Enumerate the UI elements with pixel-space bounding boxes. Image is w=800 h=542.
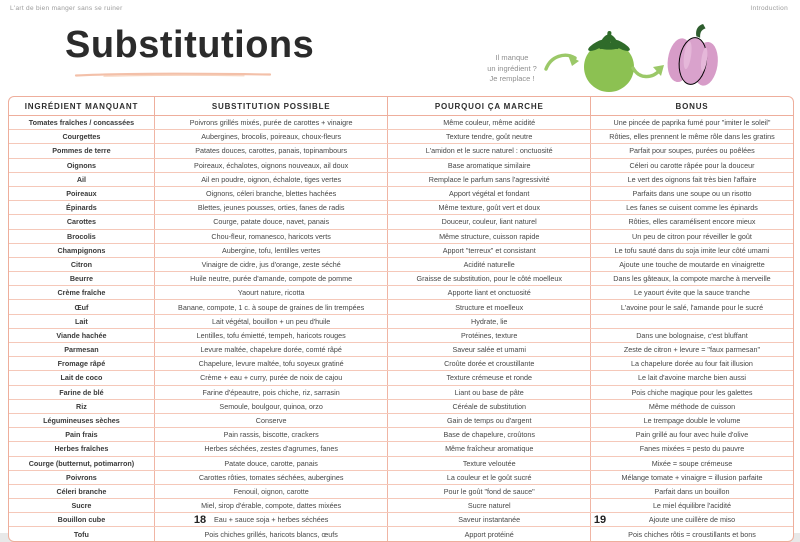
cell-bonus: Une pincée de paprika fumé pour "imiter le soleil" bbox=[590, 116, 793, 130]
cell-ingredient: Fromage râpé bbox=[9, 357, 154, 371]
cell-substitution: Aubergine, tofu, lentilles vertes bbox=[154, 243, 388, 257]
cell-why: Structure et moelleux bbox=[388, 300, 591, 314]
cell-substitution: Patate douce, carotte, panais bbox=[154, 456, 388, 470]
table-row bbox=[9, 456, 793, 470]
header-ingredient: INGRÉDIENT MANQUANT bbox=[9, 97, 154, 116]
cell-substitution: Poireaux, échalotes, oignons nouveaux, ail doux bbox=[154, 158, 388, 172]
cell-ingredient: Œuf bbox=[9, 300, 154, 314]
table-row bbox=[9, 399, 793, 413]
table-row bbox=[9, 413, 793, 427]
cell-why: Remplace le parfum sans l'agressivité bbox=[388, 172, 591, 186]
cell-bonus: Les fanes se cuisent comme les épinards bbox=[590, 201, 793, 215]
cell-substitution: Farine d'épeautre, pois chiche, riz, sarrasin bbox=[154, 385, 388, 399]
cell-ingredient: Carottes bbox=[9, 215, 154, 229]
cell-why: Base de chapelure, croûtons bbox=[388, 428, 591, 442]
cell-substitution: Blettes, jeunes pousses, orties, fanes de radis bbox=[154, 201, 388, 215]
page-number-right: 19 bbox=[593, 514, 607, 526]
table-row bbox=[9, 272, 793, 286]
table-row bbox=[9, 385, 793, 399]
running-head-right: Introduction bbox=[750, 5, 788, 12]
cell-bonus: Ajoute une touche de moutarde en vinaigrette bbox=[590, 257, 793, 271]
cell-why: Protéines, texture bbox=[388, 328, 591, 342]
cell-bonus: Dans les gâteaux, la compote marche à merveille bbox=[590, 272, 793, 286]
cell-ingredient: Tomates fraîches / concassées bbox=[9, 116, 154, 130]
cell-ingredient: Pommes de terre bbox=[9, 144, 154, 158]
cell-ingredient: Poireaux bbox=[9, 186, 154, 200]
cell-why: Acidité naturelle bbox=[388, 257, 591, 271]
cell-substitution: Lait végétal, bouillon + un peu d'huile bbox=[154, 314, 388, 328]
cell-why: Douceur, couleur, liant naturel bbox=[388, 215, 591, 229]
pink-bell-pepper-icon bbox=[660, 22, 726, 92]
table-row bbox=[9, 144, 793, 158]
table-row bbox=[9, 470, 793, 484]
cell-ingredient: Beurre bbox=[9, 272, 154, 286]
cell-substitution: Levure maltée, chapelure dorée, comté râpé bbox=[154, 343, 388, 357]
table-row bbox=[9, 286, 793, 300]
cell-ingredient: Sucre bbox=[9, 499, 154, 513]
cell-ingredient: Crème fraîche bbox=[9, 286, 154, 300]
callout-line-1: Il manque bbox=[495, 53, 529, 62]
cell-ingredient: Oignons bbox=[9, 158, 154, 172]
cell-bonus: Le miel équilibre l'acidité bbox=[590, 499, 793, 513]
cell-substitution: Lentilles, tofu émietté, tempeh, haricots rouges bbox=[154, 328, 388, 342]
table-row bbox=[9, 314, 793, 328]
cell-bonus: Fanes mixées = pesto du pauvre bbox=[590, 442, 793, 456]
cell-substitution: Miel, sirop d'érable, compote, dattes mixées bbox=[154, 499, 388, 513]
table-row bbox=[9, 229, 793, 243]
cell-substitution: Crème + eau + curry, purée de noix de cajou bbox=[154, 371, 388, 385]
cell-why: Même couleur, même acidité bbox=[388, 116, 591, 130]
cell-why: Même texture, goût vert et doux bbox=[388, 201, 591, 215]
cell-ingredient: Bouillon cube bbox=[9, 513, 154, 527]
cell-ingredient: Courge (butternut, potimarron) bbox=[9, 456, 154, 470]
cell-why: Liant ou base de pâte bbox=[388, 385, 591, 399]
cell-bonus: Parfaits dans une soupe ou un risotto bbox=[590, 186, 793, 200]
cell-bonus: Ajoute une cuillère de miso bbox=[590, 513, 793, 527]
curved-arrow-icon bbox=[543, 48, 583, 74]
cell-substitution: Pois chiches grillés, haricots blancs, œufs bbox=[154, 527, 388, 541]
cell-substitution: Conserve bbox=[154, 413, 388, 427]
cell-why: Croûte dorée et croustillante bbox=[388, 357, 591, 371]
cell-ingredient: Parmesan bbox=[9, 343, 154, 357]
table-row bbox=[9, 442, 793, 456]
cell-why: Texture tendre, goût neutre bbox=[388, 130, 591, 144]
table-row bbox=[9, 158, 793, 172]
cell-ingredient: Légumineuses sèches bbox=[9, 413, 154, 427]
cell-why: Apport protéiné bbox=[388, 527, 591, 541]
table-row bbox=[9, 428, 793, 442]
page-title: Substitutions bbox=[65, 24, 315, 66]
cell-bonus: Le tofu sauté dans du soja imite leur côté umami bbox=[590, 243, 793, 257]
cell-why: Apporte liant et onctuosité bbox=[388, 286, 591, 300]
cell-why: Texture crémeuse et ronde bbox=[388, 371, 591, 385]
cell-substitution: Yaourt nature, ricotta bbox=[154, 286, 388, 300]
callout-line-2: un ingrédient ? bbox=[487, 63, 537, 73]
cell-ingredient: Farine de blé bbox=[9, 385, 154, 399]
cell-why: Céréale de substitution bbox=[388, 399, 591, 413]
cell-ingredient: Brocolis bbox=[9, 229, 154, 243]
table-row bbox=[9, 343, 793, 357]
cell-ingredient: Poivrons bbox=[9, 470, 154, 484]
page-number-left: 18 bbox=[193, 514, 207, 526]
cell-bonus: Même méthode de cuisson bbox=[590, 399, 793, 413]
cell-why: Pour le goût "fond de sauce" bbox=[388, 484, 591, 498]
table-row bbox=[9, 215, 793, 229]
callout-line-3: Je remplace ! bbox=[489, 74, 535, 83]
table-row bbox=[9, 484, 793, 498]
cell-ingredient: Tofu bbox=[9, 527, 154, 541]
table-row bbox=[9, 527, 793, 541]
table-row bbox=[9, 300, 793, 314]
table-row bbox=[9, 116, 793, 130]
cell-bonus: Le yaourt évite que la sauce tranche bbox=[590, 286, 793, 300]
header-substitution: SUBSTITUTION POSSIBLE bbox=[154, 97, 388, 116]
cell-why: Hydrate, lie bbox=[388, 314, 591, 328]
cell-substitution: Oignons, céleri branche, blettes hachées bbox=[154, 186, 388, 200]
cell-why: Même fraîcheur aromatique bbox=[388, 442, 591, 456]
cell-bonus: Parfait dans un bouillon bbox=[590, 484, 793, 498]
cell-bonus: Le vert des oignons fait très bien l'affaire bbox=[590, 172, 793, 186]
cell-substitution: Ail en poudre, oignon, échalote, tiges vertes bbox=[154, 172, 388, 186]
cell-why: La couleur et le goût sucré bbox=[388, 470, 591, 484]
cell-bonus: Pois chiche magique pour les galettes bbox=[590, 385, 793, 399]
cell-bonus: Le trempage double le volume bbox=[590, 413, 793, 427]
cell-ingredient: Ail bbox=[9, 172, 154, 186]
cell-ingredient: Lait bbox=[9, 314, 154, 328]
table-row bbox=[9, 499, 793, 513]
cell-bonus bbox=[590, 314, 793, 328]
cell-ingredient: Lait de coco bbox=[9, 371, 154, 385]
header-bonus: BONUS bbox=[590, 97, 793, 116]
cell-substitution: Aubergines, brocolis, poireaux, choux-fleurs bbox=[154, 130, 388, 144]
cell-ingredient: Champignons bbox=[9, 243, 154, 257]
substitutions-table bbox=[8, 96, 794, 542]
cell-bonus: Pois chiches rôtis = croustillants et bons bbox=[590, 527, 793, 541]
table-row bbox=[9, 172, 793, 186]
table-row bbox=[9, 257, 793, 271]
cell-bonus: Mélange tomate + vinaigre = illusion parfaite bbox=[590, 470, 793, 484]
cell-why: Apport végétal et fondant bbox=[388, 186, 591, 200]
cell-substitution: Pain rassis, biscotte, crackers bbox=[154, 428, 388, 442]
cell-why: Texture veloutée bbox=[388, 456, 591, 470]
cell-why: Saveur instantanée bbox=[388, 513, 591, 527]
cell-ingredient: Céleri branche bbox=[9, 484, 154, 498]
table-row bbox=[9, 371, 793, 385]
cell-bonus: L'avoine pour le salé, l'amande pour le sucré bbox=[590, 300, 793, 314]
cell-bonus: Rôties, elles prennent le même rôle dans les gratins bbox=[590, 130, 793, 144]
cell-substitution: Vinaigre de cidre, jus d'orange, zeste séché bbox=[154, 257, 388, 271]
table-header-row bbox=[9, 97, 793, 116]
cell-bonus: Céleri ou carotte râpée pour la douceur bbox=[590, 158, 793, 172]
cell-why: L'amidon et le sucre naturel : onctuosité bbox=[388, 144, 591, 158]
cell-ingredient: Pain frais bbox=[9, 428, 154, 442]
cell-substitution: Courge, patate douce, navet, panais bbox=[154, 215, 388, 229]
cell-substitution: Semoule, boulgour, quinoa, orzo bbox=[154, 399, 388, 413]
cell-ingredient: Herbes fraîches bbox=[9, 442, 154, 456]
cell-bonus: Parfait pour soupes, purées ou poêlées bbox=[590, 144, 793, 158]
title-underline-decoration bbox=[74, 72, 272, 77]
cell-why: Même structure, cuisson rapide bbox=[388, 229, 591, 243]
cell-bonus: Pain grillé au four avec huile d'olive bbox=[590, 428, 793, 442]
cell-substitution: Poivrons grillés mixés, purée de carottes + vinaigre bbox=[154, 116, 388, 130]
cell-why: Graisse de substitution, pour le côté moelleux bbox=[388, 272, 591, 286]
cell-ingredient: Épinards bbox=[9, 201, 154, 215]
table-row bbox=[9, 243, 793, 257]
cell-ingredient: Viande hachée bbox=[9, 328, 154, 342]
cell-why: Apport "terreux" et consistant bbox=[388, 243, 591, 257]
running-head-left: L'art de bien manger sans se ruiner bbox=[10, 5, 123, 12]
table-row bbox=[9, 201, 793, 215]
cell-bonus: La chapelure dorée au four fait illusion bbox=[590, 357, 793, 371]
cell-substitution: Banane, compote, 1 c. à soupe de graines de lin trempées bbox=[154, 300, 388, 314]
cell-ingredient: Courgettes bbox=[9, 130, 154, 144]
cell-why: Gain de temps ou d'argent bbox=[388, 413, 591, 427]
cell-why: Saveur salée et umami bbox=[388, 343, 591, 357]
cell-bonus: Rôties, elles caramélisent encore mieux bbox=[590, 215, 793, 229]
table-row bbox=[9, 357, 793, 371]
cell-substitution: Chapelure, levure maltée, tofu soyeux gratiné bbox=[154, 357, 388, 371]
cell-bonus: Un peu de citron pour réveiller le goût bbox=[590, 229, 793, 243]
cell-substitution: Herbes séchées, zestes d'agrumes, fanes bbox=[154, 442, 388, 456]
cell-ingredient: Citron bbox=[9, 257, 154, 271]
cell-bonus: Zeste de citron + levure = "faux parmesan" bbox=[590, 343, 793, 357]
cell-why: Sucre naturel bbox=[388, 499, 591, 513]
cell-bonus: Le lait d'avoine marche bien aussi bbox=[590, 371, 793, 385]
cell-substitution: Chou-fleur, romanesco, haricots verts bbox=[154, 229, 388, 243]
cell-bonus: Dans une bolognaise, c'est bluffant bbox=[590, 328, 793, 342]
cell-ingredient: Riz bbox=[9, 399, 154, 413]
cell-substitution: Eau + sauce soja + herbes séchées bbox=[154, 513, 388, 527]
cell-substitution: Fenouil, oignon, carotte bbox=[154, 484, 388, 498]
cell-substitution: Patates douces, carottes, panais, topinambours bbox=[154, 144, 388, 158]
cell-why: Base aromatique similaire bbox=[388, 158, 591, 172]
table-row bbox=[9, 186, 793, 200]
cell-substitution: Huile neutre, purée d'amande, compote de pomme bbox=[154, 272, 388, 286]
cell-substitution: Carottes rôties, tomates séchées, aubergines bbox=[154, 470, 388, 484]
cell-bonus: Mixée = soupe crémeuse bbox=[590, 456, 793, 470]
table-row bbox=[9, 328, 793, 342]
header-why: POURQUOI ÇA MARCHE bbox=[388, 97, 591, 116]
table-row bbox=[9, 130, 793, 144]
